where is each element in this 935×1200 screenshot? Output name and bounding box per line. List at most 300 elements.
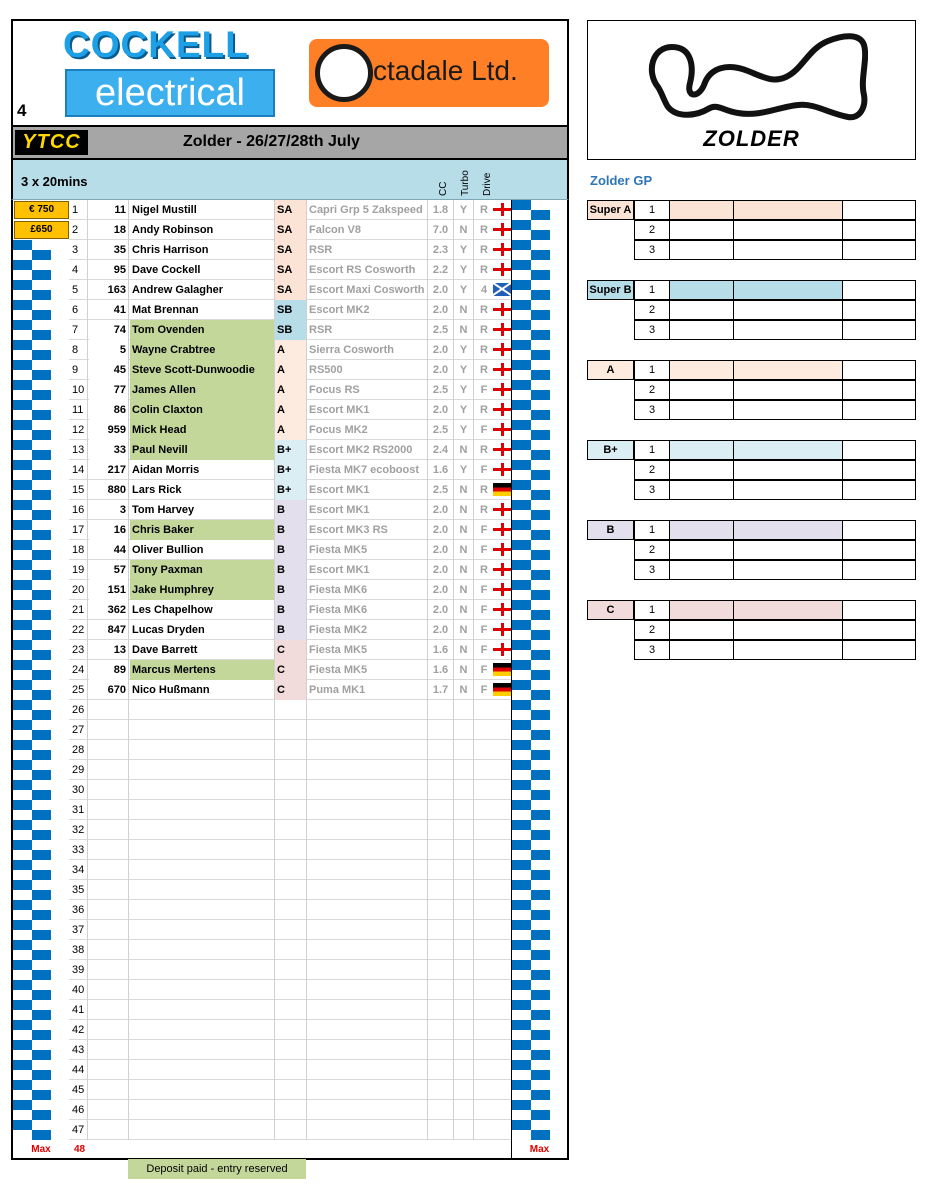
turbo-flag: Y	[454, 280, 474, 300]
driver-name: Tom Ovenden	[130, 320, 275, 340]
car-model	[307, 860, 428, 880]
driver-class	[275, 1100, 307, 1120]
checkered-flag-right	[511, 380, 567, 400]
empty-entry-row	[13, 980, 567, 1000]
turbo-flag	[454, 1000, 474, 1020]
entry-row	[13, 240, 567, 260]
engine-cc	[428, 740, 454, 760]
turbo-flag	[454, 700, 474, 720]
entry-position: 26	[71, 700, 88, 720]
class-result-cell	[842, 280, 916, 300]
empty-entry-row	[13, 920, 567, 940]
car-number: 670	[89, 680, 129, 700]
checkered-flag-right	[511, 220, 567, 240]
engine-cc	[428, 800, 454, 820]
class-result-label: B+	[587, 440, 634, 460]
driver-name	[130, 960, 275, 980]
class-result-cell	[842, 320, 916, 340]
empty-entry-row	[13, 700, 567, 720]
engine-cc: 2.0	[428, 400, 454, 420]
turbo-flag: N	[454, 620, 474, 640]
checkered-flag-right	[511, 500, 567, 520]
entry-position: 42	[71, 1020, 88, 1040]
driver-name: Mat Brennan	[130, 300, 275, 320]
engine-cc	[428, 720, 454, 740]
class-result-cell	[669, 240, 734, 260]
checkered-flag-right	[511, 660, 567, 680]
turbo-flag	[454, 1040, 474, 1060]
driver-name: Nigel Mustill	[130, 200, 275, 220]
driver-class: C	[275, 640, 307, 660]
car-number	[89, 820, 129, 840]
engine-cc: 2.0	[428, 560, 454, 580]
driver-name: Les Chapelhow	[130, 600, 275, 620]
car-model: Fiesta MK5	[307, 660, 428, 680]
car-model: Escort MK2 RS2000	[307, 440, 428, 460]
car-number	[89, 760, 129, 780]
drive-type: F	[480, 664, 488, 676]
drive-type	[474, 1080, 494, 1100]
england-flag-icon	[493, 583, 511, 596]
engine-cc: 2.5	[428, 380, 454, 400]
checkered-flag-right	[511, 1100, 567, 1120]
car-number: 77	[89, 380, 129, 400]
engine-cc	[428, 760, 454, 780]
checkered-flag-left	[13, 740, 69, 760]
class-result-cell	[733, 220, 843, 240]
entry-position: 1	[71, 200, 88, 220]
drive-type: R	[480, 444, 488, 456]
engine-cc: 1.8	[428, 200, 454, 220]
driver-class	[275, 1020, 307, 1040]
driver-name	[130, 860, 275, 880]
driver-class: A	[275, 420, 307, 440]
entry-position: 10	[71, 380, 88, 400]
checkered-flag-left	[13, 1040, 69, 1060]
car-model: Escort MK2	[307, 300, 428, 320]
england-flag-icon	[493, 363, 511, 376]
driver-name	[130, 780, 275, 800]
drive-type: R	[480, 204, 488, 216]
england-flag-icon	[493, 443, 511, 456]
checkered-flag-right	[511, 780, 567, 800]
class-result-cell	[842, 400, 916, 420]
driver-class	[275, 780, 307, 800]
drive-type: 4	[480, 284, 488, 296]
entry-row	[13, 300, 567, 320]
class-result-position: 3	[634, 480, 670, 500]
entry-row	[13, 620, 567, 640]
entry-position: 8	[71, 340, 88, 360]
driver-class	[275, 940, 307, 960]
class-result-cell	[669, 540, 734, 560]
driver-class: SA	[275, 240, 307, 260]
class-result-position: 1	[634, 200, 670, 220]
checkered-flag-left	[13, 200, 69, 220]
class-result-row	[587, 320, 916, 340]
checkered-flag-right	[511, 840, 567, 860]
drive-type	[474, 920, 494, 940]
driver-class	[275, 820, 307, 840]
checkered-flag-right	[511, 1020, 567, 1040]
england-flag-icon	[493, 403, 511, 416]
drive-type	[474, 1040, 494, 1060]
drive-type	[474, 940, 494, 960]
car-model	[307, 1120, 428, 1140]
engine-cc	[428, 1120, 454, 1140]
driver-class	[275, 740, 307, 760]
driver-class	[275, 960, 307, 980]
class-result-cell	[842, 220, 916, 240]
class-result-cell	[669, 560, 734, 580]
entry-position: 15	[71, 480, 88, 500]
entry-position: 44	[71, 1060, 88, 1080]
checkered-flag-right	[511, 560, 567, 580]
entry-position: 46	[71, 1100, 88, 1120]
class-result-position: 2	[634, 620, 670, 640]
class-result-cell	[842, 560, 916, 580]
class-result-grid	[587, 520, 916, 580]
column-header-cc: CC	[438, 181, 449, 196]
engine-cc: 2.0	[428, 360, 454, 380]
turbo-flag	[454, 740, 474, 760]
drive-type	[474, 820, 494, 840]
driver-name: Steve Scott-Dunwoodie	[130, 360, 275, 380]
engine-cc: 2.5	[428, 420, 454, 440]
driver-name	[130, 720, 275, 740]
checkered-flag-left	[13, 440, 69, 460]
engine-cc	[428, 960, 454, 980]
car-number: 35	[89, 240, 129, 260]
car-model: RSR	[307, 320, 428, 340]
checkered-flag-left	[13, 960, 69, 980]
drive-type: R	[480, 364, 488, 376]
drive-type: R	[480, 504, 488, 516]
class-result-row	[587, 600, 916, 620]
turbo-flag: N	[454, 220, 474, 240]
car-model	[307, 1100, 428, 1120]
car-number: 880	[89, 480, 129, 500]
drive-type	[474, 1020, 494, 1040]
entry-position: 19	[71, 560, 88, 580]
empty-entry-row	[13, 1020, 567, 1040]
entry-row	[13, 360, 567, 380]
drive-type: F	[480, 424, 488, 436]
entry-row	[13, 200, 567, 220]
driver-name: Tom Harvey	[130, 500, 275, 520]
entry-position: 27	[71, 720, 88, 740]
entry-row	[13, 420, 567, 440]
driver-name	[130, 1100, 275, 1120]
turbo-flag: Y	[454, 240, 474, 260]
checkered-flag-left	[13, 840, 69, 860]
checkered-flag-right	[511, 960, 567, 980]
driver-name: Andrew Galagher	[130, 280, 275, 300]
class-result-position: 3	[634, 320, 670, 340]
class-result-label: Super A	[587, 200, 634, 220]
octadale-logo	[309, 39, 549, 107]
drive-type	[474, 760, 494, 780]
sponsor-header	[11, 19, 569, 127]
car-number: 44	[89, 540, 129, 560]
class-result-label: Super B	[587, 280, 634, 300]
class-result-row	[587, 620, 916, 640]
checkered-flag-right	[511, 880, 567, 900]
entry-position: 9	[71, 360, 88, 380]
driver-name	[130, 1000, 275, 1020]
turbo-flag	[454, 860, 474, 880]
class-result-cell	[669, 480, 734, 500]
drive-type	[474, 860, 494, 880]
turbo-flag: N	[454, 540, 474, 560]
driver-class	[275, 700, 307, 720]
class-result-cell	[733, 360, 843, 380]
class-result-row	[587, 300, 916, 320]
class-result-cell	[669, 400, 734, 420]
class-result-grid	[587, 200, 916, 260]
drive-type	[474, 1100, 494, 1120]
checkered-flag-right	[511, 980, 567, 1000]
drive-type	[474, 700, 494, 720]
checkered-flag-right	[511, 280, 567, 300]
driver-class	[275, 980, 307, 1000]
germany-flag-icon	[493, 483, 511, 496]
driver-class: SA	[275, 220, 307, 240]
turbo-flag: N	[454, 640, 474, 660]
turbo-flag	[454, 940, 474, 960]
car-number	[89, 1120, 129, 1140]
checkered-flag-right	[511, 340, 567, 360]
driver-class	[275, 1040, 307, 1060]
class-result-cell	[669, 300, 734, 320]
class-result-row	[587, 360, 916, 380]
checkered-flag-left	[13, 220, 69, 240]
turbo-flag	[454, 1100, 474, 1120]
class-result-cell	[669, 460, 734, 480]
class-result-position: 1	[634, 600, 670, 620]
drive-type: F	[480, 624, 488, 636]
driver-class: B	[275, 600, 307, 620]
entry-position: 29	[71, 760, 88, 780]
car-number	[89, 720, 129, 740]
engine-cc: 2.0	[428, 520, 454, 540]
drive-type	[474, 980, 494, 1000]
checkered-flag-right	[511, 540, 567, 560]
car-number	[89, 1060, 129, 1080]
engine-cc	[428, 1060, 454, 1080]
empty-entry-row	[13, 1120, 567, 1140]
car-model	[307, 820, 428, 840]
driver-class: A	[275, 360, 307, 380]
turbo-flag	[454, 1020, 474, 1040]
car-model: Escort MK3 RS	[307, 520, 428, 540]
car-model	[307, 700, 428, 720]
entry-position: 39	[71, 960, 88, 980]
car-model	[307, 740, 428, 760]
driver-class	[275, 1000, 307, 1020]
car-number: 959	[89, 420, 129, 440]
car-model: Falcon V8	[307, 220, 428, 240]
car-number	[89, 980, 129, 1000]
entry-position: 38	[71, 940, 88, 960]
class-result-position: 3	[634, 400, 670, 420]
entry-row	[13, 560, 567, 580]
car-number	[89, 960, 129, 980]
event-title: Zolder - 26/27/28th July	[183, 133, 360, 150]
engine-cc: 2.0	[428, 280, 454, 300]
drive-type	[474, 840, 494, 860]
drive-type	[474, 720, 494, 740]
entry-row	[13, 280, 567, 300]
round-number: 4	[17, 101, 27, 120]
class-result-cell	[842, 200, 916, 220]
max-entries-value: 48	[73, 1144, 86, 1155]
checkered-flag-right	[511, 900, 567, 920]
germany-flag-icon	[493, 683, 511, 696]
max-entries-row	[13, 1140, 567, 1160]
checkered-flag-left	[13, 760, 69, 780]
engine-cc	[428, 1100, 454, 1120]
turbo-flag	[454, 900, 474, 920]
car-number	[89, 1040, 129, 1060]
entry-position: 2	[71, 220, 88, 240]
entry-position: 25	[71, 680, 88, 700]
car-model: RSR	[307, 240, 428, 260]
car-model	[307, 840, 428, 860]
turbo-flag: Y	[454, 420, 474, 440]
engine-cc: 2.5	[428, 320, 454, 340]
entry-position: 28	[71, 740, 88, 760]
car-model: Puma MK1	[307, 680, 428, 700]
checkered-flag-left	[13, 1060, 69, 1080]
empty-entry-row	[13, 1000, 567, 1020]
class-result-cell	[733, 480, 843, 500]
max-label-left: Max	[31, 1144, 51, 1155]
driver-name: Paul Nevill	[130, 440, 275, 460]
checkered-flag-right	[511, 620, 567, 640]
turbo-flag: N	[454, 660, 474, 680]
checkered-flag-right	[511, 860, 567, 880]
checkered-flag-left	[13, 880, 69, 900]
entry-position: 7	[71, 320, 88, 340]
class-result-cell	[733, 600, 843, 620]
driver-name: Marcus Mertens	[130, 660, 275, 680]
turbo-flag: Y	[454, 360, 474, 380]
drive-type	[474, 1060, 494, 1080]
checkered-flag-left	[13, 1080, 69, 1100]
checkered-flag-left	[13, 920, 69, 940]
driver-class	[275, 920, 307, 940]
engine-cc: 1.7	[428, 680, 454, 700]
class-result-position: 1	[634, 440, 670, 460]
deposit-paid-legend: Deposit paid - entry reserved	[128, 1159, 306, 1179]
drive-type: R	[480, 404, 488, 416]
turbo-flag: N	[454, 520, 474, 540]
germany-flag-icon	[493, 663, 511, 676]
class-result-row	[587, 520, 916, 540]
class-result-position: 2	[634, 380, 670, 400]
ytcc-logo: YTCC	[15, 130, 88, 155]
event-title-bar	[11, 127, 569, 158]
car-model: Fiesta MK5	[307, 640, 428, 660]
drive-type: R	[480, 224, 488, 236]
prize-money-badge: € 750	[14, 201, 69, 219]
turbo-flag: Y	[454, 200, 474, 220]
turbo-flag	[454, 780, 474, 800]
car-number	[89, 800, 129, 820]
drive-type	[474, 740, 494, 760]
drive-type: R	[480, 264, 488, 276]
engine-cc	[428, 980, 454, 1000]
class-result-cell	[842, 360, 916, 380]
checkered-flag-right	[511, 300, 567, 320]
england-flag-icon	[493, 203, 511, 216]
checkered-flag-right	[511, 720, 567, 740]
car-number: 95	[89, 260, 129, 280]
empty-entry-row	[13, 860, 567, 880]
entry-row	[13, 320, 567, 340]
car-model	[307, 1060, 428, 1080]
driver-name	[130, 1040, 275, 1060]
driver-name: Lucas Dryden	[130, 620, 275, 640]
driver-class: B+	[275, 440, 307, 460]
empty-entry-row	[13, 720, 567, 740]
class-result-cell	[842, 640, 916, 660]
engine-cc: 1.6	[428, 640, 454, 660]
class-result-cell	[669, 600, 734, 620]
driver-class	[275, 760, 307, 780]
turbo-flag	[454, 820, 474, 840]
checkered-flag-left	[13, 320, 69, 340]
checkered-flag-left	[13, 940, 69, 960]
checkered-flag-left	[13, 340, 69, 360]
drive-type: R	[480, 244, 488, 256]
class-result-row	[587, 440, 916, 460]
entry-row	[13, 480, 567, 500]
car-model	[307, 1000, 428, 1020]
england-flag-icon	[493, 303, 511, 316]
class-result-cell	[842, 240, 916, 260]
car-number	[89, 700, 129, 720]
car-model	[307, 900, 428, 920]
car-number: 33	[89, 440, 129, 460]
driver-class	[275, 840, 307, 860]
drive-type	[474, 1120, 494, 1140]
class-result-cell	[842, 480, 916, 500]
checkered-flag-right	[511, 700, 567, 720]
car-model: Fiesta MK6	[307, 580, 428, 600]
checkered-flag-right	[511, 420, 567, 440]
class-result-cell	[669, 620, 734, 640]
england-flag-icon	[493, 323, 511, 336]
entry-position: 5	[71, 280, 88, 300]
class-result-cell	[669, 520, 734, 540]
checkered-flag-left	[13, 280, 69, 300]
entry-row	[13, 660, 567, 680]
car-number	[89, 940, 129, 960]
cockell-logo-top: COCKELL	[63, 24, 249, 65]
driver-class	[275, 720, 307, 740]
class-result-row	[587, 240, 916, 260]
turbo-flag: N	[454, 320, 474, 340]
drive-type: F	[480, 584, 488, 596]
turbo-flag: N	[454, 600, 474, 620]
class-result-cell	[733, 440, 843, 460]
england-flag-icon	[493, 423, 511, 436]
driver-class: A	[275, 380, 307, 400]
car-model	[307, 960, 428, 980]
england-flag-icon	[493, 643, 511, 656]
